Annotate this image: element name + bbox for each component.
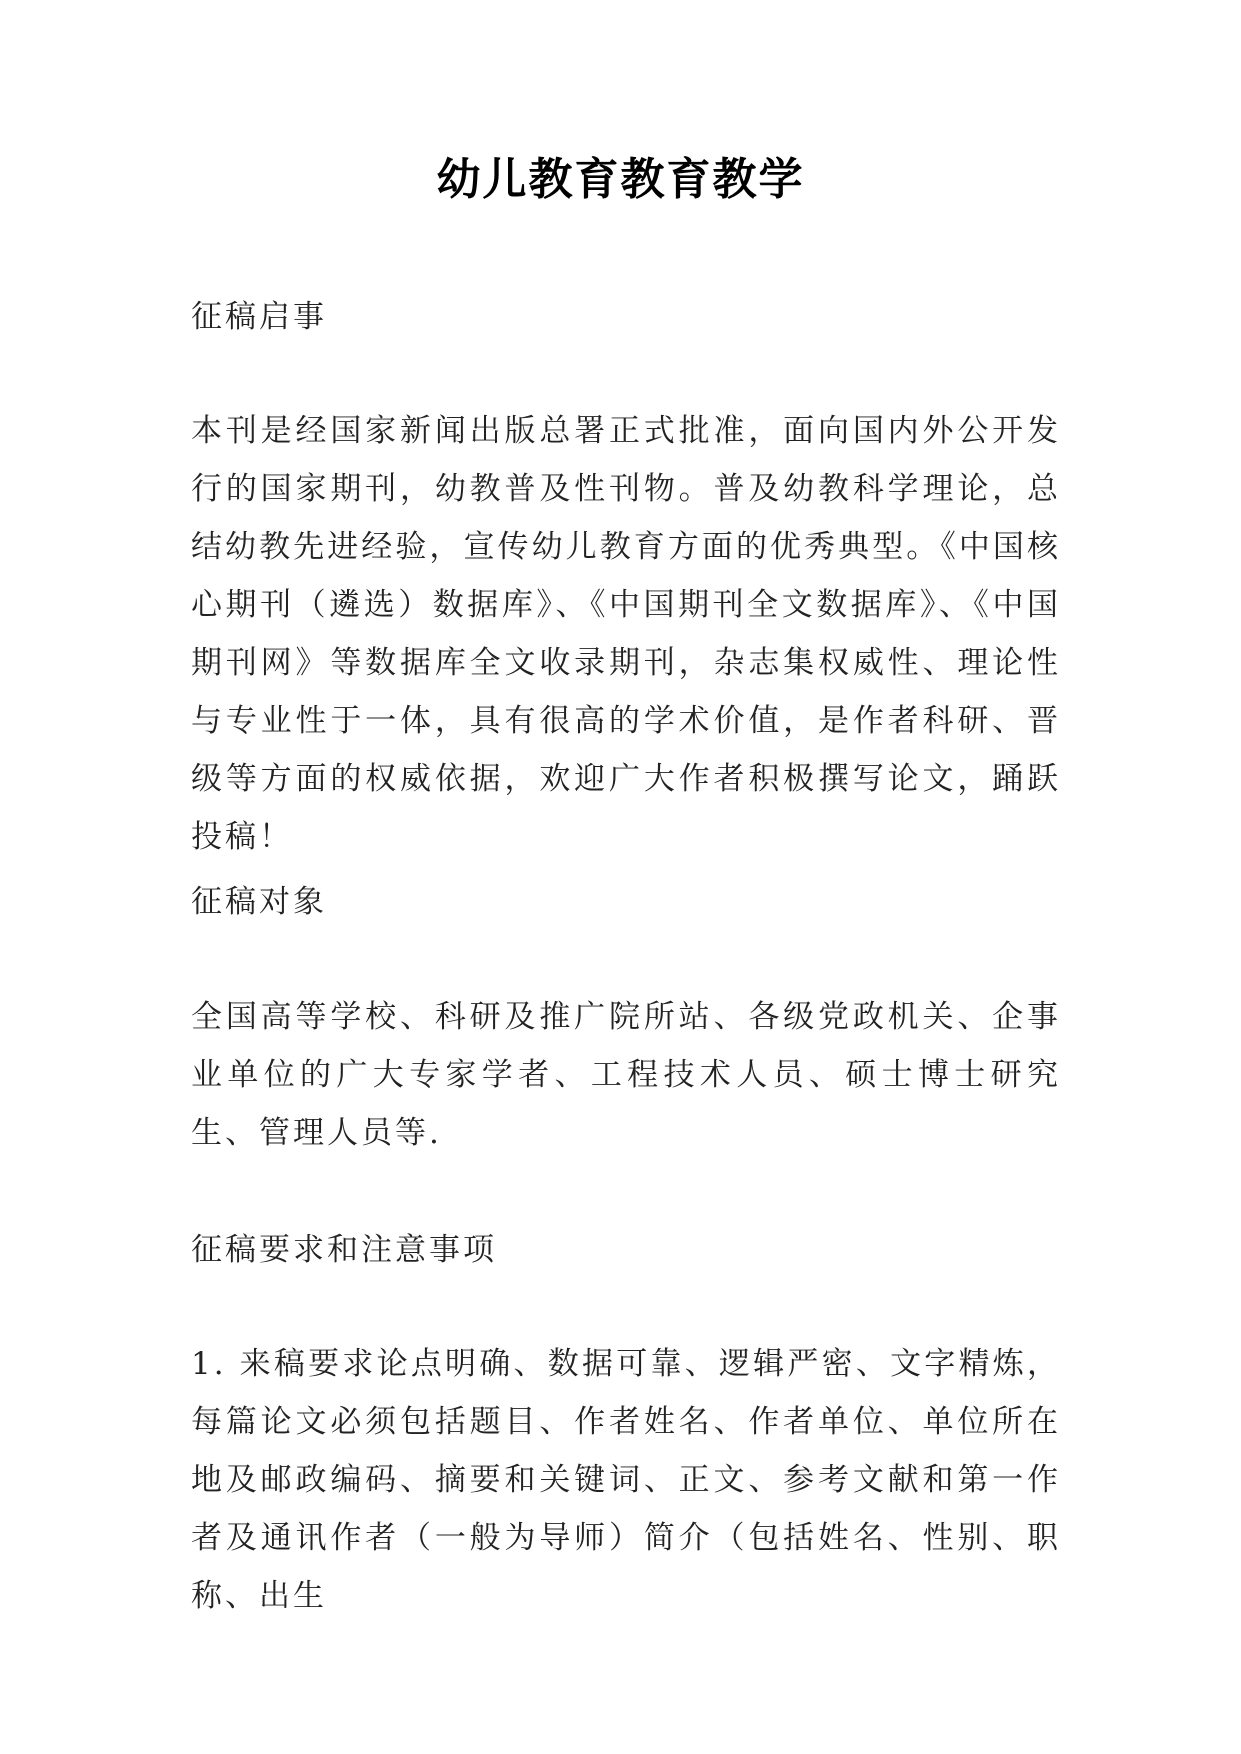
section-heading-call-for-papers: 征稿启事 xyxy=(191,299,327,335)
document-title: 幼儿教育教育教学 xyxy=(436,154,805,205)
section-heading-requirements: 征稿要求和注意事项 xyxy=(191,1232,497,1268)
section-body-target-authors: 全国高等学校、科研及推广院所站、各级党政机关、企事业单位的广大专家学者、工程技术人员、硕士博士研究生、管理人员等. xyxy=(191,999,1061,1151)
section-heading-target-authors: 征稿对象 xyxy=(191,884,327,920)
section-body-call-for-papers: 本刊是经国家新闻出版总署正式批准，面向国内外公开发行的国家期刊，幼教普及性刊物。普及幼教科学理论，总结幼教先进经验，宣传幼儿教育方面的优秀典型。《中国核心期刊（遴选）数据库》、《中国期刊全文数据库》、《中国期刊网》等数据库全文收录期刊，杂志集权威性、理论性与专业性于一体，具有很高的学术价值，是作者科研、晋级等方面的权威依据，欢迎广大作者积极撰写论文，踊跃投稿！ xyxy=(191,413,1061,855)
section-body-requirements: 1. 来稿要求论点明确、数据可靠、逻辑严密、文字精炼，每篇论文必须包括题目、作者姓名、作者单位、单位所在地及邮政编码、摘要和关键词、正文、参考文献和第一作者及通讯作者（一般为导师）简介（包括姓名、性别、职称、出生 xyxy=(191,1346,1061,1614)
